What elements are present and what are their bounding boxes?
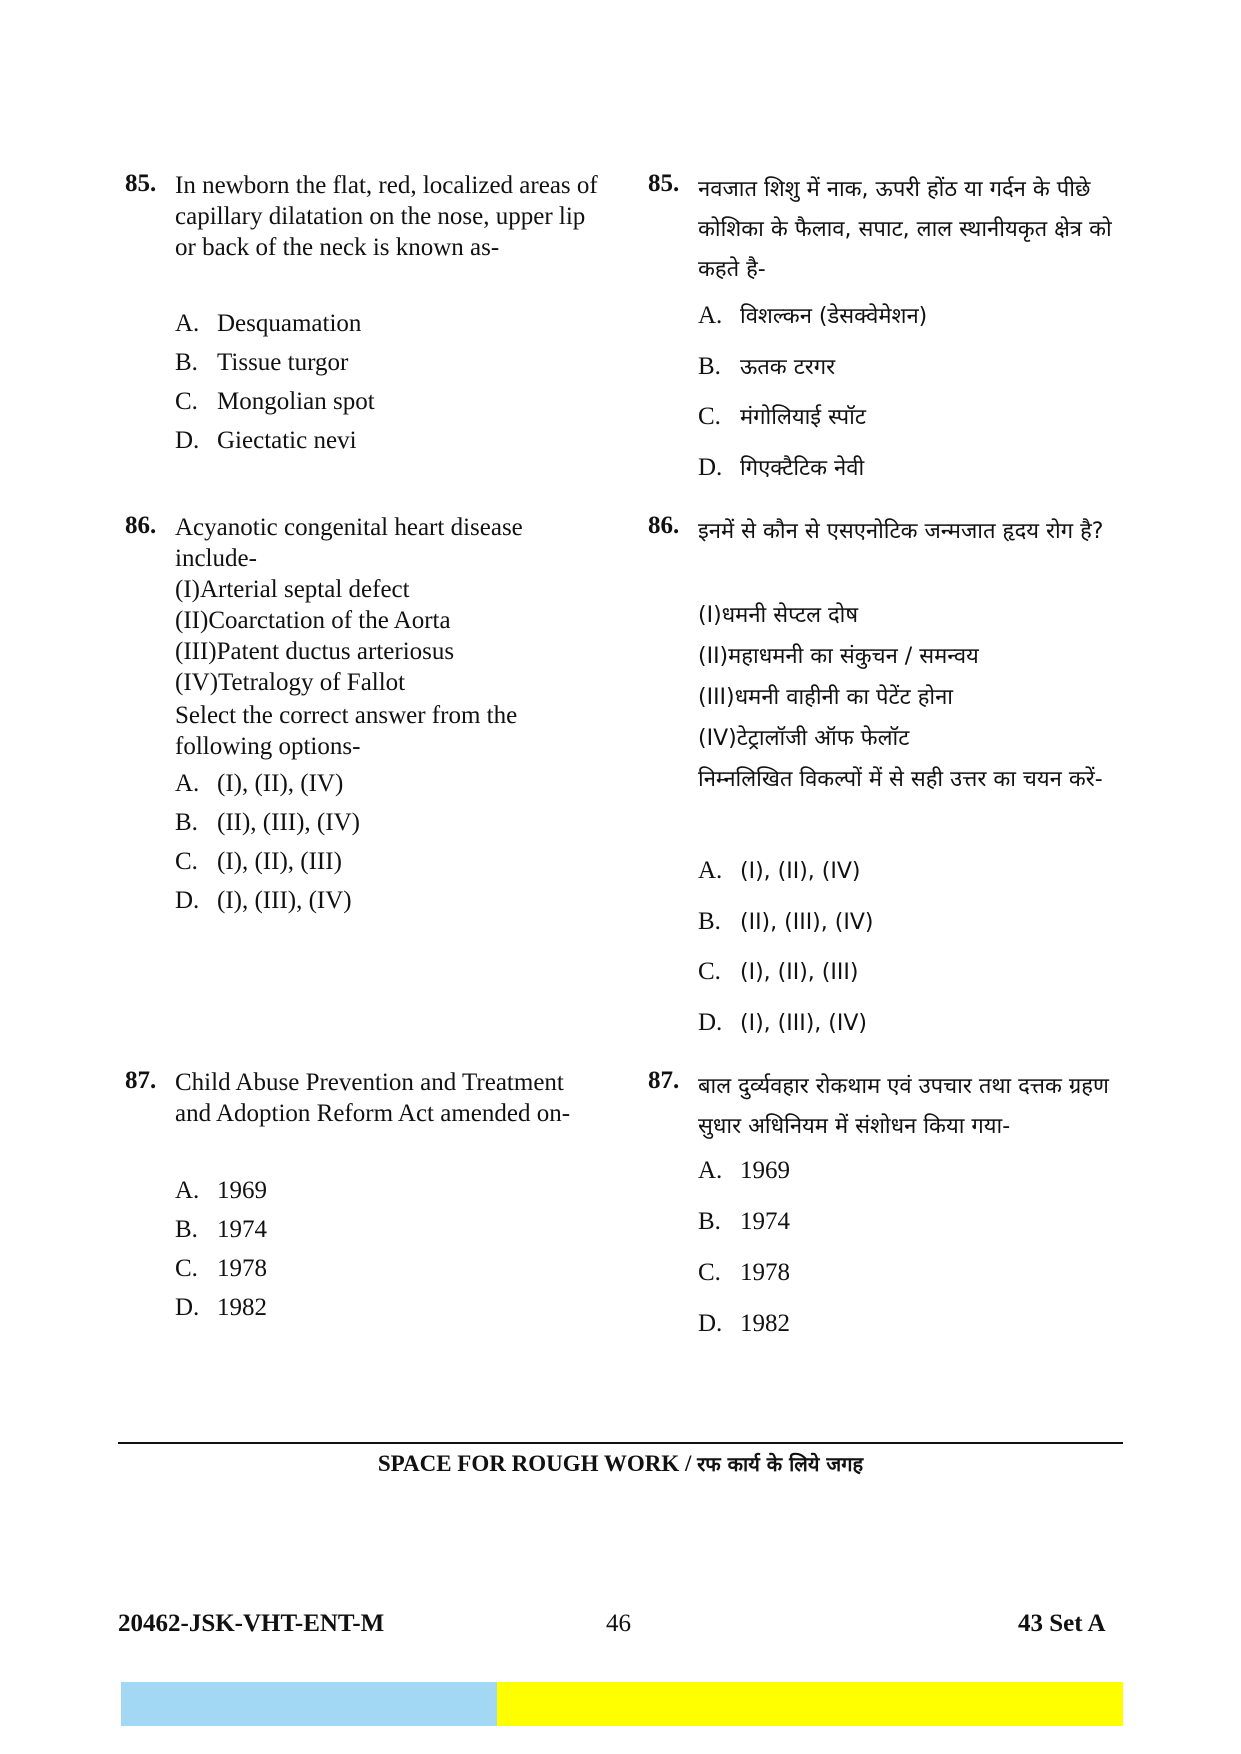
option-text: 1978 xyxy=(740,1259,790,1286)
question-86-hi xyxy=(648,512,1128,1036)
question-number: 85. xyxy=(125,170,157,197)
option-label: D. xyxy=(698,1009,723,1036)
option-label: D. xyxy=(175,887,200,914)
option-a xyxy=(698,857,860,885)
question-stem: बाल दुर्व्यवहार रोकथाम एवं उपचार तथा दत्तक ग्रहण सुधार अधिनियम में संशोधन किया गया- xyxy=(698,1074,1109,1139)
statement-iii xyxy=(698,678,953,718)
question-87-hi xyxy=(648,1067,1128,1337)
option-d xyxy=(698,1009,867,1037)
footer-set-info: 43 Set A xyxy=(1018,1610,1106,1637)
statement-text: टेट्रालॉजी ऑफ फेलॉट xyxy=(736,726,910,751)
statement-i xyxy=(175,574,410,605)
option-c xyxy=(175,388,375,416)
option-label: C. xyxy=(175,1255,198,1282)
option-b xyxy=(175,1216,267,1244)
instruction: निम्नलिखित विकल्पों में से सही उत्तर का चयन करें- xyxy=(698,767,1103,792)
option-d xyxy=(698,452,864,482)
rough-work-english: SPACE FOR ROUGH WORK / xyxy=(377,1451,692,1476)
statement-numeral: (III) xyxy=(698,685,735,710)
option-text: Giectatic nevi xyxy=(217,427,357,454)
english-column xyxy=(125,170,598,1350)
option-text: Desquamation xyxy=(217,310,362,337)
option-label: C. xyxy=(698,403,721,430)
rough-work-heading xyxy=(118,1450,1123,1477)
option-d xyxy=(698,1310,790,1338)
hindi-column xyxy=(648,170,1128,1350)
option-text: 1982 xyxy=(740,1310,790,1337)
instruction: Select the correct answer from the following options- xyxy=(175,702,518,760)
statement-iii xyxy=(175,636,454,667)
option-label: D. xyxy=(175,1294,200,1321)
option-b xyxy=(698,908,873,936)
option-c xyxy=(175,848,342,876)
option-text: ऊतक टरगर xyxy=(740,355,836,380)
statement-iv xyxy=(698,719,909,759)
footer-code: 20462-JSK-VHT-ENT-M xyxy=(118,1610,385,1637)
statement-text: Tetralogy of Fallot xyxy=(218,669,406,696)
option-label: A. xyxy=(698,857,723,884)
statement-text: Coarctation of the Aorta xyxy=(208,607,451,634)
option-text: 1982 xyxy=(217,1294,267,1321)
question-stem: Child Abuse Prevention and Treatment and Adoption Reform Act amended on- xyxy=(175,1069,571,1127)
option-label: A. xyxy=(698,1157,723,1184)
option-label: C. xyxy=(175,388,198,415)
option-label: A. xyxy=(175,1177,200,1204)
option-a xyxy=(175,1177,267,1205)
option-label: D. xyxy=(175,427,200,454)
option-text: (I), (II), (III) xyxy=(217,848,342,875)
option-text: (I), (II), (III) xyxy=(740,960,859,985)
statement-numeral: (II) xyxy=(175,607,209,634)
option-text: 1974 xyxy=(217,1216,267,1243)
option-label: B. xyxy=(175,809,198,836)
question-stem: Acyanotic congenital heart disease include- xyxy=(175,514,523,572)
option-label: C. xyxy=(175,848,198,875)
statement-i xyxy=(698,596,858,636)
question-87-en xyxy=(125,1067,595,1327)
option-d xyxy=(175,1294,267,1322)
option-a xyxy=(698,300,927,330)
option-label: B. xyxy=(698,353,721,380)
option-label: B. xyxy=(175,1216,198,1243)
question-stem: नवजात शिशु में नाक, ऊपरी होंठ या गर्दन के पीछे कोशिका के फैलाव, सपाट, लाल स्थानीयकृत क्षेत्र को कहते है- xyxy=(698,177,1112,282)
option-text: 1978 xyxy=(217,1255,267,1282)
footer-page-number: 46 xyxy=(606,1610,631,1637)
option-c xyxy=(698,1259,790,1287)
statement-numeral: (II) xyxy=(698,644,729,669)
option-label: D. xyxy=(698,1310,723,1337)
statement-numeral: (I) xyxy=(175,576,200,603)
option-a xyxy=(175,770,343,798)
option-d xyxy=(175,427,357,455)
option-c xyxy=(175,1255,267,1283)
option-text: (I), (II), (IV) xyxy=(217,770,344,797)
rough-work-divider xyxy=(118,1442,1123,1444)
statement-text: धमनी सेप्टल दोष xyxy=(721,603,859,628)
statement-numeral: (IV) xyxy=(175,669,219,696)
statement-iv xyxy=(175,667,405,698)
option-label: B. xyxy=(175,349,198,376)
option-label: A. xyxy=(175,310,200,337)
statement-text: महाधमनी का संकुचन / समन्वय xyxy=(728,644,979,669)
statement-numeral: (IV) xyxy=(698,726,737,751)
statement-numeral: (III) xyxy=(175,638,217,665)
question-85-hi xyxy=(648,170,1128,490)
statement-text: Patent ductus arteriosus xyxy=(216,638,455,665)
question-number: 86. xyxy=(125,512,157,539)
statement-ii xyxy=(175,605,451,636)
option-text: (I), (III), (IV) xyxy=(217,887,352,914)
option-label: C. xyxy=(698,958,721,985)
option-c xyxy=(698,401,866,431)
option-text: (I), (II), (IV) xyxy=(740,859,861,884)
option-b xyxy=(698,1208,790,1236)
rough-work-hindi: रफ कार्य के लिये जगह xyxy=(697,1452,864,1476)
option-c xyxy=(698,958,858,986)
option-text: Mongolian spot xyxy=(217,388,375,415)
option-text: गिएक्टैटिक नेवी xyxy=(740,456,865,481)
option-text: 1969 xyxy=(740,1157,790,1184)
option-label: B. xyxy=(698,908,721,935)
option-b xyxy=(175,809,360,837)
option-text: विशल्कन (डेसक्वेमेशन) xyxy=(740,304,928,329)
question-86-en xyxy=(125,512,595,932)
option-text: 1974 xyxy=(740,1208,790,1235)
statement-ii xyxy=(698,637,979,677)
footer-color-bar-blue xyxy=(121,1682,497,1726)
option-label: A. xyxy=(698,302,723,329)
option-label: C. xyxy=(698,1259,721,1286)
footer-color-bar-yellow xyxy=(497,1682,1123,1726)
option-text: (II), (III), (IV) xyxy=(217,809,360,836)
question-stem: इनमें से कौन से एसएनोटिक जन्मजात हृदय रोग है? xyxy=(698,519,1104,544)
question-stem: In newborn the flat, red, localized areas of capillary dilatation on the nose, upper lip or back of the neck is known as- xyxy=(175,172,598,261)
statement-text: धमनी वाहीनी का पेटेंट होना xyxy=(734,685,953,710)
statement-text: Arterial septal defect xyxy=(199,576,410,603)
question-85-en xyxy=(125,170,598,470)
option-a xyxy=(175,310,361,338)
question-number: 86. xyxy=(648,512,680,539)
option-b xyxy=(698,351,835,381)
option-text: (II), (III), (IV) xyxy=(740,910,874,935)
question-number: 85. xyxy=(648,170,680,197)
option-b xyxy=(175,349,348,377)
question-number: 87. xyxy=(125,1067,157,1094)
option-label: B. xyxy=(698,1208,721,1235)
option-text: 1969 xyxy=(217,1177,267,1204)
question-number: 87. xyxy=(648,1067,680,1094)
option-d xyxy=(175,887,352,915)
option-a xyxy=(698,1157,790,1185)
option-label: A. xyxy=(175,770,200,797)
option-text: (I), (III), (IV) xyxy=(740,1011,867,1036)
statement-numeral: (I) xyxy=(698,603,722,628)
option-text: Tissue turgor xyxy=(217,349,349,376)
option-text: मंगोलियाई स्पॉट xyxy=(740,405,866,430)
option-label: D. xyxy=(698,454,723,481)
